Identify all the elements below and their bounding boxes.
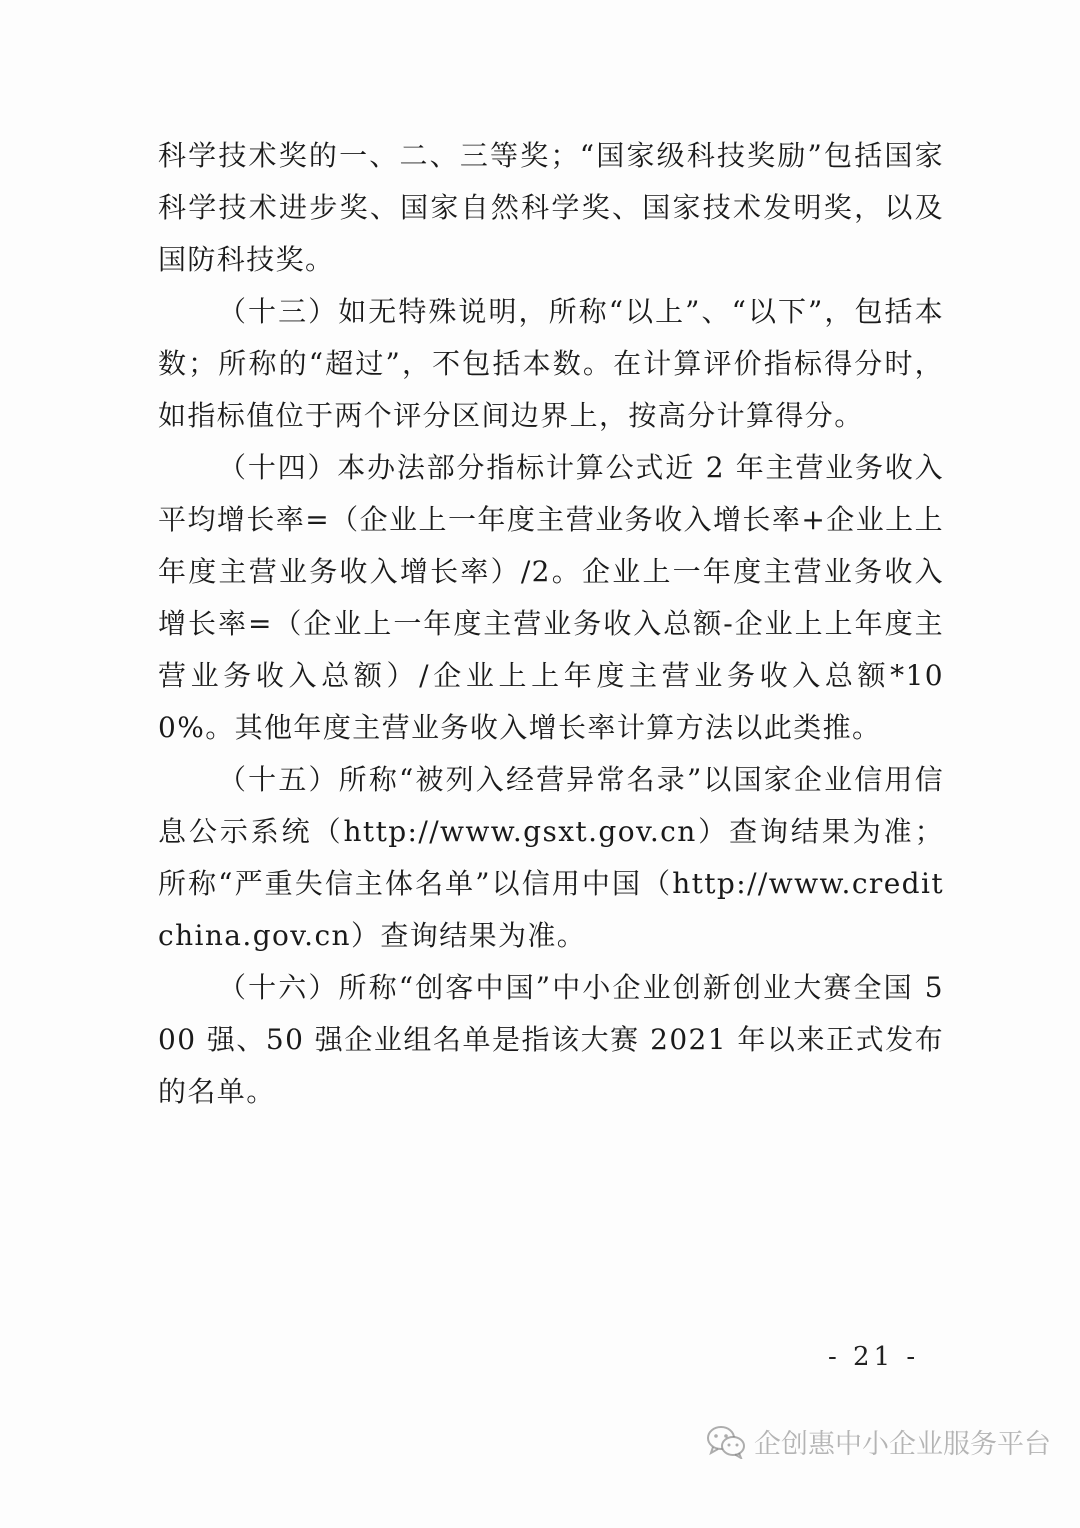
paragraph-continuation: 科学技术奖的一、二、三等奖；“国家级科技奖励”包括国家科学技术进步奖、国家自然科学奖、国家技术发明奖，以及国防科技奖。 xyxy=(158,139,944,276)
paragraph-16: （十六）所称“创客中国”中小企业创新创业大赛全国 500 强、50 强企业组名单是指该大赛 2021 年以来正式发布的名单。 xyxy=(158,971,944,1108)
watermark xyxy=(706,1422,1051,1461)
paragraph-13: （十三）如无特殊说明，所称“以上”、“以下”，包括本数；所称的“超过”，不包括本数。在计算评价指标得分时，如指标值位于两个评分区间边界上，按高分计算得分。 xyxy=(158,295,944,432)
paragraph-14: （十四）本办法部分指标计算公式近 2 年主营业务收入平均增长率=（企业上一年度主营业务收入增长率+企业上上年度主营业务收入增长率）/2。企业上一年度主营业务收入增长率=（企业上一年度主营业务收入总额-企业上上年度主营业务收入总额）/企业上上年度主营业务收入总额*100%。其他年度主营业务收入增长率计算方法以此类推。 xyxy=(158,451,944,744)
wechat-icon xyxy=(706,1425,746,1459)
watermark-text: 企创惠中小企业服务平台 xyxy=(754,1429,1051,1460)
paragraph-15: （十五）所称“被列入经营异常名录”以国家企业信用信息公示系统（http://www.gsxt.gov.cn）查询结果为准；所称“严重失信主体名单”以信用中国（http://www.creditchina.gov.cn）查询结果为准。 xyxy=(158,763,944,952)
document-body xyxy=(158,130,944,1118)
page-number: - 21 - xyxy=(828,1342,920,1372)
